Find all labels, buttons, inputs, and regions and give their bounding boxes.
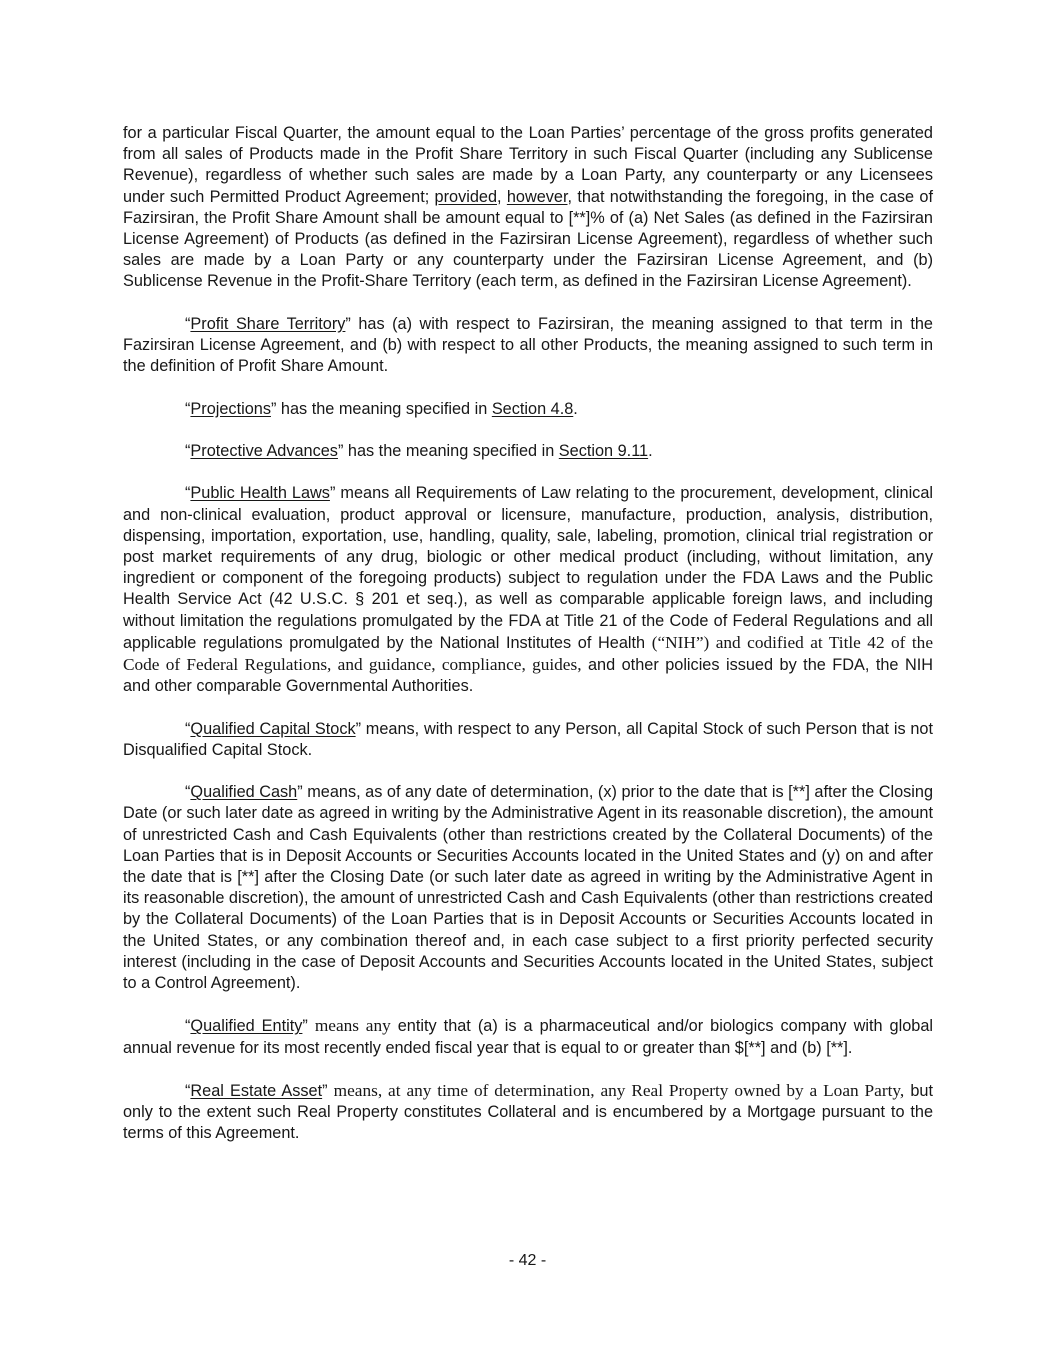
paragraph (123, 483, 933, 697)
text-run: but only to the extent such Real Property constitutes Collateral and is encumbered by a Mortgage pursuant to the terms of this Agreement. (123, 1082, 933, 1143)
text-run: ” has (a) with respect to Fazirsiran, the meaning assigned to that term in the Fazirsiran License Agreement, and (b) with respect to all other Products, the meaning assigned to such term in the definition of Profit Share Amount. (123, 314, 933, 376)
defined-term: Qualified Capital Stock (190, 719, 356, 738)
text-run: for a particular Fiscal Quarter, the amount equal to the Loan Parties’ percentage of the gross profits generated from all sales of Products made in the Profit Share Territory in such Fiscal Quarter (including any Sublicense Revenue), regardless of whether such sales are made by a Loan Party, any counterparty or any Licensees under such Permitted Product Agreement; (123, 124, 933, 206)
defined-term: Projections (190, 399, 271, 418)
paragraph (123, 1015, 933, 1058)
text-run: ” (322, 1082, 334, 1101)
text-run: , that notwithstanding the foregoing, in the case of Fazirsiran, the Profit Share Amount shall be amount equal to [**]% of (a) Net Sales (as defined in the Fazirsiran License Agreement) of Products (as defined in the Fazirsiran License Agreement), regardless of whether such sales are made by a Loan Party or any counterparty under the Fazirsiran License Agreement, and (b) Sublicense Revenue in the Profit-Share Territory (each term, as defined in the Fazirsiran License Agreement). (123, 187, 933, 291)
paragraph (123, 719, 933, 761)
text-run: “ (185, 1017, 191, 1036)
paragraph (123, 399, 933, 420)
text-run: means, at any time of determination, any Real Property owned by a Loan Party, (333, 1081, 905, 1101)
text-run: ” has the meaning specified in (337, 442, 559, 460)
defined-term: Profit Share Territory (190, 314, 346, 333)
text-run: . (573, 399, 578, 418)
text-run: ” means all Requirements of Law relating to the procurement, development, clinical and non-clinical evaluation, product approval or licensure, manufacture, production, analysis, distribution, dispensing, importation, exportation, use, handling, quality, sale, labeling, promotion, clinical trial registration or post market requirements of any drug, biologic or other medical product (including, without limitation, any ingredient or component of the foregoing products) subject to regulation under the FDA Laws and the Public Health Service Act (42 U.S.C. § 201 et seq.), as well as comparable applicable foreign laws, and including without limitation the regulations promulgated by the FDA at Title 21 of the Code of Federal Regulations and all applicable regulations promulgated by the National Institutes of Health (123, 484, 933, 652)
text-run: “ (185, 399, 191, 418)
text-run: ” means, as of any date of determination, (x) prior to the date that is [**] after the Closing Date (or such later date as agreed in writing by the Administrative Agent in its reasonable discretion), the amount of unrestricted Cash and Cash Equivalents (other than restrictions created by the Collateral Documents) of the Loan Parties that is in Deposit Accounts or Securities Accounts located in the United States and (y) on and after the date that is [**] after the Closing Date (or such later date as agreed in writing by the Administrative Agent in its reasonable discretion), the amount of unrestricted Cash and Cash Equivalents (other than restrictions created by the Collateral Documents) of the Loan Parties that is in Deposit Accounts or Securities Accounts located in the United States, or any combination thereof and, in each case subject to a first priority perfected security interest (including in the case of Deposit Accounts and Securities Accounts located in the United States, subject to a Control Agreement). (123, 783, 934, 993)
text-run: “ (185, 719, 191, 738)
text-run: (“NIH”) and codified at Title 42 of the Code of Federal Regulations, and guidance, compliance, guides, (123, 632, 933, 675)
defined-term: Qualified Cash (190, 783, 298, 802)
defined-term: Real Estate Asset (190, 1082, 323, 1101)
text-run: “ (185, 484, 191, 503)
text-run: “ (185, 1082, 191, 1101)
document-body (123, 123, 933, 1166)
text-run: and other policies issued by the FDA, the NIH and other comparable Governmental Authorities. (123, 656, 933, 696)
defined-term: however (506, 187, 568, 206)
text-run: ” means, with respect to any Person, all Capital Stock of such Person that is not Disqualified Capital Stock. (123, 719, 933, 759)
paragraph (123, 1080, 933, 1145)
defined-term: Protective Advances (190, 442, 338, 460)
defined-term: Public Health Laws (190, 484, 330, 503)
page-number: - 42 - (508, 1252, 547, 1269)
text-run: means any (314, 1016, 391, 1036)
text-run: ” has the meaning specified in (270, 399, 492, 418)
text-run: entity that (a) is a pharmaceutical and/or biologics company with global annual revenue for its most recently ended fiscal year that is equal to or greater than $[**] and (b) [**]. (123, 1017, 933, 1057)
paragraph (123, 314, 933, 378)
text-run: “ (185, 783, 191, 802)
paragraph (123, 782, 933, 994)
text-run: . (648, 442, 653, 460)
defined-term: Section 4.8 (491, 399, 574, 418)
text-run: “ (185, 314, 191, 333)
defined-term: Qualified Entity (190, 1017, 303, 1036)
text-run: ” (302, 1017, 315, 1036)
paragraph (123, 441, 933, 462)
paragraph (123, 123, 933, 293)
text-run: “ (185, 442, 191, 460)
defined-term: provided (434, 187, 498, 206)
defined-term: Section 9.11 (558, 442, 649, 460)
text-run: , (497, 187, 507, 206)
